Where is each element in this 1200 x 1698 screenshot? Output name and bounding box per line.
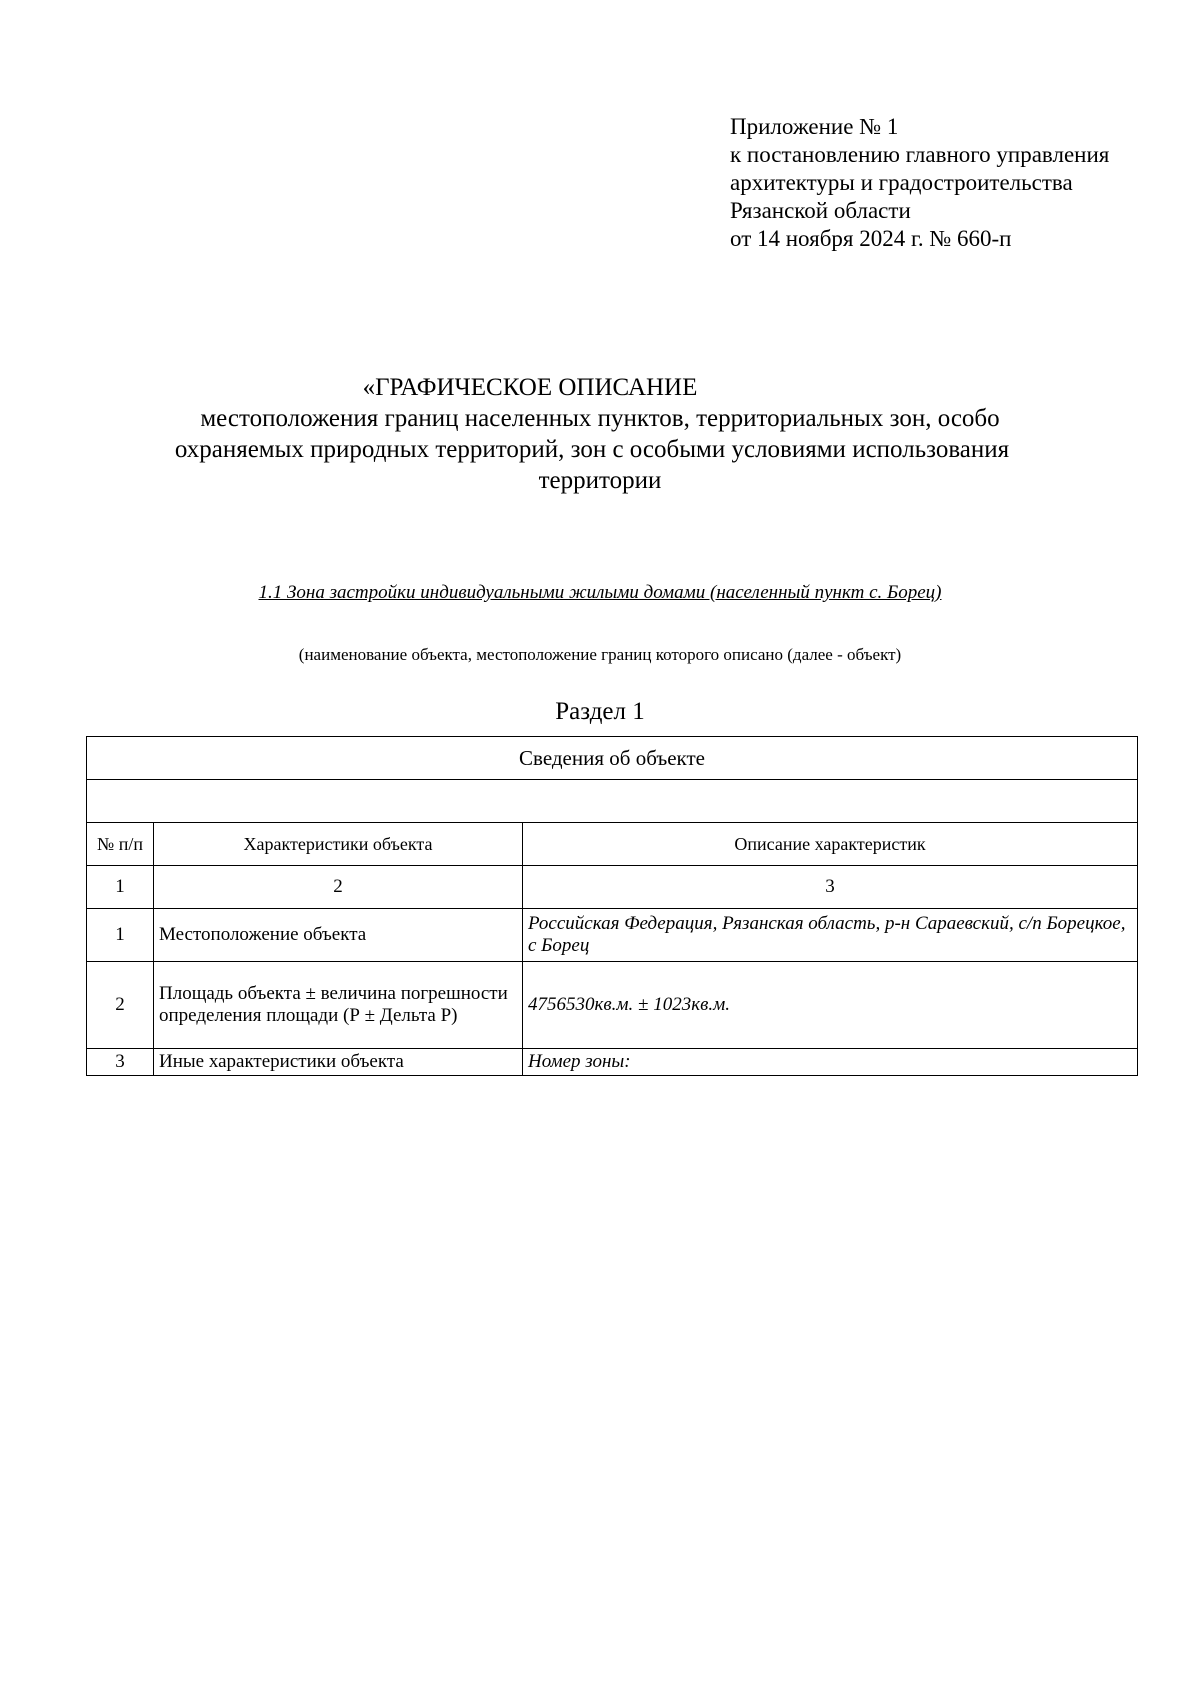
title-line: «ГРАФИЧЕСКОЕ ОПИСАНИЕ [362,374,698,401]
document-title [0,372,1200,496]
table-row [87,962,1138,1049]
object-name [0,582,1200,604]
object-name-caption: (наименование объекта, местоположение границ которого описано (далее - объект) [298,645,902,664]
appendix-line: от 14 ноября 2024 г. № 660-п [730,226,1012,251]
section-title: Раздел 1 [555,698,645,725]
row-characteristic: Иные характеристики объекта [154,1049,523,1076]
title-line: местоположения границ населенных пунктов, территориальных зон, особо [200,405,1000,432]
appendix-line: к постановлению главного управления [730,142,1110,167]
object-info-table [86,736,1138,1076]
row-number: 3 [87,1049,154,1076]
row-description: Российская Федерация, Рязанская область, р-н Сараевский, с/п Борецкое, с Борец [523,909,1138,962]
row-description: Номер зоны: [523,1049,1138,1076]
column-header-number: № п/п [87,823,154,866]
row-number: 1 [87,909,154,962]
appendix-line: Приложение № 1 [730,114,899,139]
object-name-text: 1.1 Зона застройки индивидуальными жилыми домами (населенный пункт с. Борец) [258,582,942,603]
column-header-characteristic: Характеристики объекта [154,823,523,866]
title-line: охраняемых природных территорий, зон с особыми условиями использования [174,436,1010,463]
row-characteristic: Местоположение объекта [154,909,523,962]
table-heading: Сведения об объекте [87,737,1138,780]
row-description: 4756530кв.м. ± 1023кв.м. [523,962,1138,1049]
column-number: 2 [154,866,523,909]
table-empty-row [87,780,1138,823]
table-row [87,909,1138,962]
appendix-header [730,113,1109,253]
appendix-line: Рязанской области [730,198,911,223]
table-row [87,1049,1138,1076]
column-header-description: Описание характеристик [523,823,1138,866]
column-number: 3 [523,866,1138,909]
row-characteristic: Площадь объекта ± величина погрешности определения площади (Р ± Дельта Р) [154,962,523,1049]
appendix-line: архитектуры и градостроительства [730,170,1073,195]
column-number: 1 [87,866,154,909]
title-line: территории [538,467,662,494]
row-number: 2 [87,962,154,1049]
